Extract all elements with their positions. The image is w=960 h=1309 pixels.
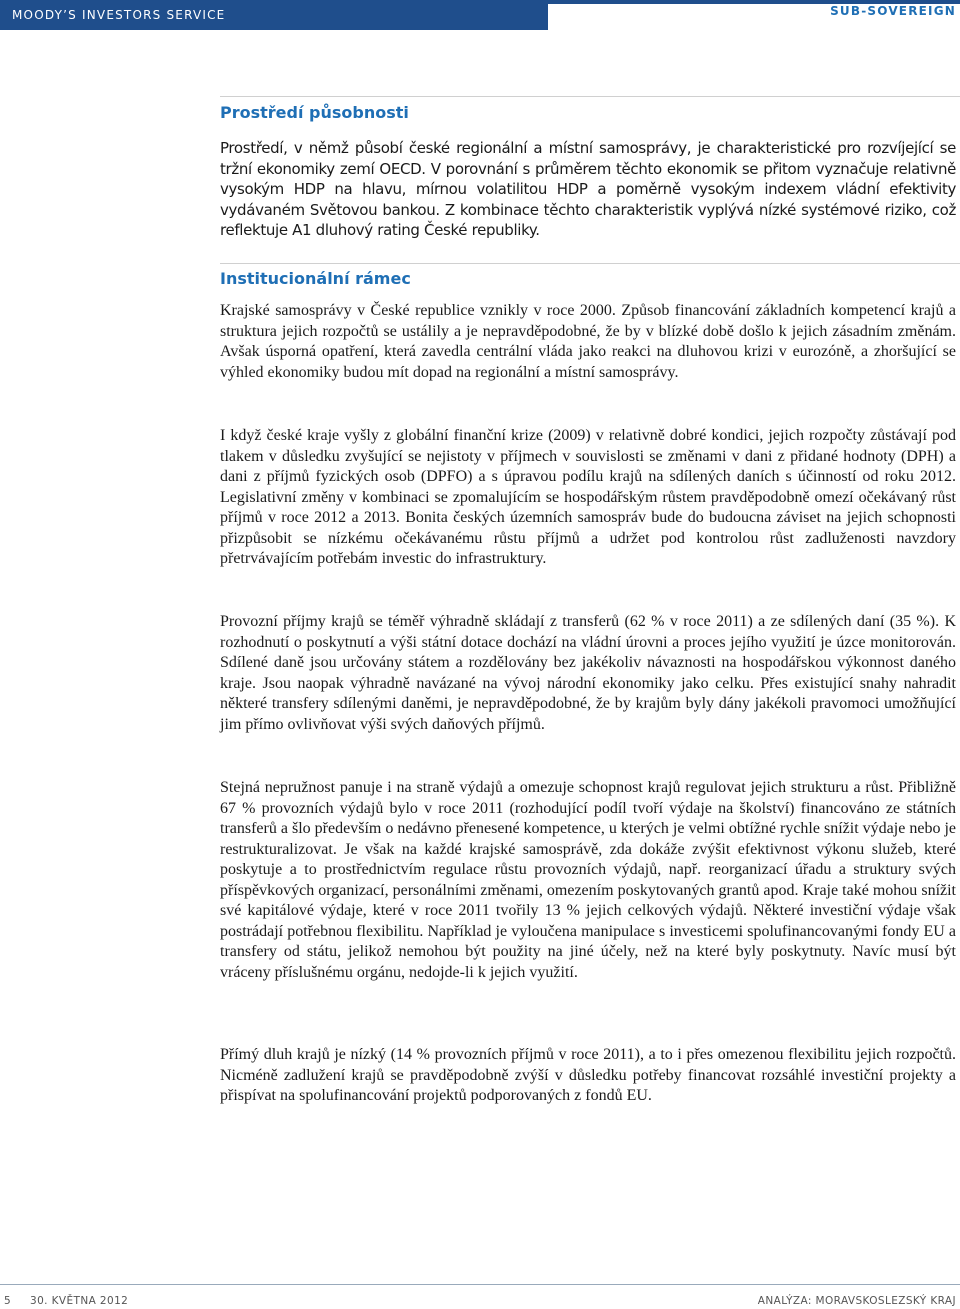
section-heading-operating-environment: Prostředí působnosti xyxy=(220,103,409,122)
page-number: 5 xyxy=(4,1295,11,1307)
publisher-name: MOODY’S INVESTORS SERVICE xyxy=(12,8,226,22)
report-category-area xyxy=(548,0,960,30)
section-divider xyxy=(220,263,960,264)
section-divider xyxy=(220,96,960,97)
paragraph: I když české kraje vyšly z globální finanční krize (2009) v relativně dobré kondici, jejich rozpočty zůstávají pod tlakem v důsledku zvyšující se nejistoty v příjmech v souvislosti se změnami v dani z přidané hodnoty (DPH) a dani z příjmů fyzických osob (DPFO) a s úpravou podílu krajů na sdílených daních s účinností od roku 2012. Legislativní změny v kombinaci se zpomalujícím se hospodářským růstem pravděpodobně omezí očekávaný růst příjmů v roce 2012 a 2013. Bonita českých územních samospráv bude do budoucna záviset na jejich schopnosti přizpůsobit se nízkému očekávanému růstu příjmů a udržet pod kontrolou růst zadluženosti navzdory přetrvávajícím potřebám investic do infrastruktury. xyxy=(220,427,956,567)
paragraph: Krajské samosprávy v České republice vznikly v roce 2000. Způsob financování základních kompetencí krajů a struktura jejich rozpočtů se ustálily a je nepravděpodobné, že by v blízké době došlo k jejich zásadním změnám. Avšak úsporná opatření, která zavedla centrální vláda jako reakci na dluhovou krizi v eurozóně, a zhoršující se výhled ekonomiky budou mít dopad na regionální a místní samosprávy. xyxy=(220,302,956,381)
paragraph: Přímý dluh krajů je nízký (14 % provozních příjmů v roce 2011), a to i přes omezenou flexibilitu jejich rozpočtů. Nicméně zadlužení krajů se pravděpodobně zvýší v důsledku potřeby financovat rozsáhlé investiční projekty a přispívat na spolufinancování projektů podporovaných z fondů EU. xyxy=(220,1046,956,1104)
publisher-banner xyxy=(0,0,548,30)
section-heading-institutional-framework: Institucionální rámec xyxy=(220,269,411,288)
paragraph: Stejná nepružnost panuje i na straně výdajů a omezuje schopnost krajů regulovat jejich strukturu a růst. Přibližně 67 % provozních výdajů bylo v roce 2011 (rozhodující podíl tvoří výdaje na školství) financováno ze státních transferů a šlo především o nedávno přenesené kompetence, u kterých je velmi obtížné rychle snížit výdaje nebo je restrukturalizovat. Je však na každé krajské samosprávě, zda dokáže zvýšit efektivnost výkonu služeb, které poskytuje a to prostřednictvím regulace růstu provozních výdajů, např. reorganizací úřadu a struktury svých příspěvkových organizací, personálními změnami, omezením poskytovaných grantů apod. Kraje také mohou snížit své kapitálové výdaje, které v roce 2011 tvořily 13 % jejich celkových výdajů. Některé investiční výdaje však postrádají potřebnou flexibilitu. Například je vyloučena manipulace s investicemi spolufinancovanými fondy EU a transfery od státu, jelikož nemohou být použity na jiné účely, než na které byly poskytnuty. Navíc musí být vráceny příslušnému orgánu, nedojde-li k jejich využití. xyxy=(220,779,956,981)
page-footer xyxy=(0,1284,960,1309)
document-title: ANALÝZA: MORAVSKOSLEZSKÝ KRAJ xyxy=(757,1295,956,1307)
report-category: SUB-SOVEREIGN xyxy=(830,4,956,18)
publication-date: 30. KVĚTNA 2012 xyxy=(30,1295,129,1307)
paragraph: Provozní příjmy krajů se téměř výhradně skládají z transferů (62 % v roce 2011) a ze sdílených daní (35 %). K rozhodnutí o poskytnutí a výši státní dotace dochází na vládní úrovni a proces jejího využití je úzce monitorován. Sdílené daně jsou určovány státem a rozdělovány bez jakékoliv návaznosti na hospodářskou výkonnost daného kraje. Jsou naopak výhradně navázané na vývoj národní ekonomiky jako celku. Přes existující snahy nahradit některé transfery sdílenými daněmi, je nepravděpodobné, že by krajům byly dány jakékoli pravomoci umožňující jim přímo ovlivňovat výši svých daňových příjmů. xyxy=(220,613,956,733)
paragraph-operating-environment: Prostředí, v němž působí české regionální a místní samosprávy, je charakteristické pro rozvíjející se tržní ekonomiky zemí OECD. V porovnání s průměrem těchto ekonomik se přitom vyznačuje relativně vysokým HDP na hlavu, mírnou volatilitou HDP a poměrně vysokým indexem vládní efektivity vydávaném Světovou bankou. Z kombinace těchto charakteristik vyplývá nízké systémové riziko, což reflektuje A1 dluhový rating České republiky. xyxy=(220,139,956,239)
page-header xyxy=(0,0,960,30)
